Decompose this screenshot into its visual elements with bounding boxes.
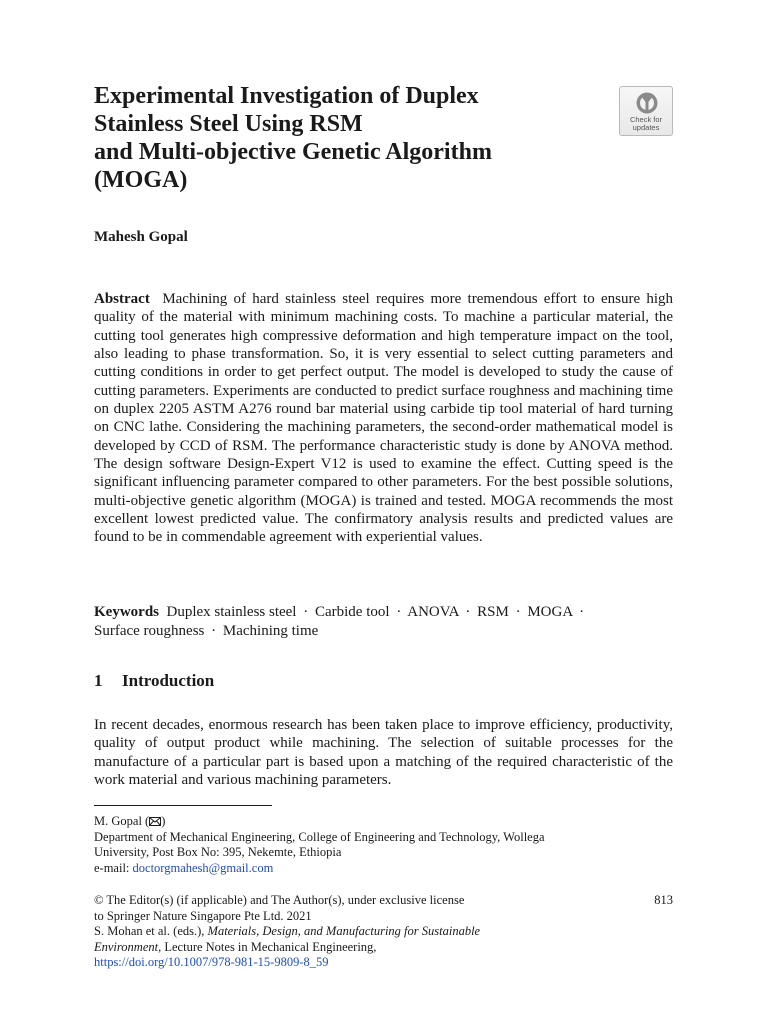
title-line: (MOGA) <box>94 167 188 193</box>
keyword-separator: · <box>211 622 217 639</box>
keyword-separator: · <box>303 604 309 620</box>
copyright-block <box>94 893 673 971</box>
footnote-email-line <box>94 861 673 877</box>
footnote-affiliation-line1: Department of Mechanical Engineering, College of Engineering and Technology, Wollega <box>94 829 545 844</box>
keyword: Machining time <box>222 622 319 639</box>
check-for-updates-badge[interactable] <box>619 86 673 136</box>
email-label: e-mail: <box>94 860 133 875</box>
keywords-label: Keywords <box>94 604 159 620</box>
badge-label <box>620 116 672 132</box>
keyword: RSM <box>477 604 509 620</box>
citation-editors: S. Mohan et al. (eds.), <box>94 924 208 938</box>
abstract <box>94 290 673 547</box>
author-footnote <box>94 814 673 876</box>
footnote-divider <box>94 805 272 806</box>
doi-link[interactable]: https://doi.org/10.1007/978-981-15-9809-8_59 <box>94 955 329 969</box>
copyright-line2: to Springer Nature Singapore Pte Ltd. 2021 <box>94 908 312 923</box>
keyword: MOGA <box>527 604 573 620</box>
title-line: Experimental Investigation of Duplex <box>94 83 479 109</box>
doi-line <box>94 955 673 971</box>
abstract-text: Machining of hard stainless steel requires more tremendous effort to ensure high quality of the material with minimum machining costs. To machine a particular material, the cutting tool generates high compressive deformation and high temperature impact on the tool, also leading to phase transformation. So, it is very essential to select cutting parameters and cutting conditions in order to get perfect output. The model is developed to study the cause of cutting parameters. Experiments are conducted to predict surface roughness and machining time on duplex 2205 ASTM A276 round bar material using carbide tip tool material of hard turning on CNC lathe. Considering the machining parameters, the second-order mathematical model is developed by CCD of RSM. The performance characteristic study is done by ANOVA method. The design software Design-Expert V12 is used to examine the effect. Cutting speed is the significant influencing parameter compared to other parameters. For the best possible solutions, multi-objective genetic algorithm (MOGA) is trained and tested. MOGA recommends the most excellent lowest predicted value. The confirmatory analysis results and predicted values are found to be in commendable agreement with experiential values. <box>94 291 674 546</box>
title-line: and Multi-objective Genetic Algorithm <box>94 139 492 165</box>
keywords-line <box>94 622 673 641</box>
book-title-part1: Materials, Design, and Manufacturing for Sustainable <box>207 924 481 938</box>
keywords <box>94 603 673 640</box>
keyword-separator: · <box>515 604 521 620</box>
check-for-updates-icon <box>635 91 659 115</box>
keyword: Duplex stainless steel <box>166 604 297 620</box>
footnote-affiliation-line2: University, Post Box No: 395, Nekemte, Ethiopia <box>94 845 342 859</box>
envelope-icon <box>149 817 161 826</box>
paper-title <box>94 82 594 194</box>
copyright-line1: © The Editor(s) (if applicable) and The Author(s), under exclusive license <box>94 893 465 907</box>
keyword: Surface roughness <box>94 622 205 639</box>
keyword-separator: · <box>396 604 402 620</box>
series-name: , Lecture Notes in Mechanical Engineering, <box>158 939 377 954</box>
citation-line1 <box>94 924 673 940</box>
section-number: 1 <box>94 671 103 690</box>
footnote-author-close: ) <box>161 814 166 828</box>
badge-label-line1: Check for <box>629 115 663 124</box>
section-title: Introduction <box>122 671 215 690</box>
section-heading <box>94 671 214 691</box>
author-name: Mahesh Gopal <box>94 229 188 245</box>
footnote-author-name: M. Gopal ( <box>94 814 150 828</box>
keyword-separator: · <box>465 604 471 620</box>
keyword-separator: · <box>579 604 585 620</box>
citation-line2 <box>94 940 673 956</box>
footnote-author-line <box>94 814 673 830</box>
keyword: Carbide tool <box>314 604 390 620</box>
title-line: Stainless Steel Using RSM <box>94 111 363 137</box>
keyword: ANOVA <box>407 604 459 620</box>
introduction-paragraph: In recent decades, enormous research has been taken place to improve efficiency, productivity, quality of output product while machining. The selection of suitable processes for the manufacture of a particular part is based upon a matching of the required characteristic of the work material and various machining parameters. <box>94 717 673 789</box>
book-title-part2: Environment <box>94 939 159 954</box>
page-number: 813 <box>654 893 673 907</box>
badge-label-line2: updates <box>632 123 660 132</box>
email-link[interactable]: doctorgmahesh@gmail.com <box>132 860 274 875</box>
keywords-line <box>94 603 673 622</box>
abstract-label: Abstract <box>94 291 150 307</box>
